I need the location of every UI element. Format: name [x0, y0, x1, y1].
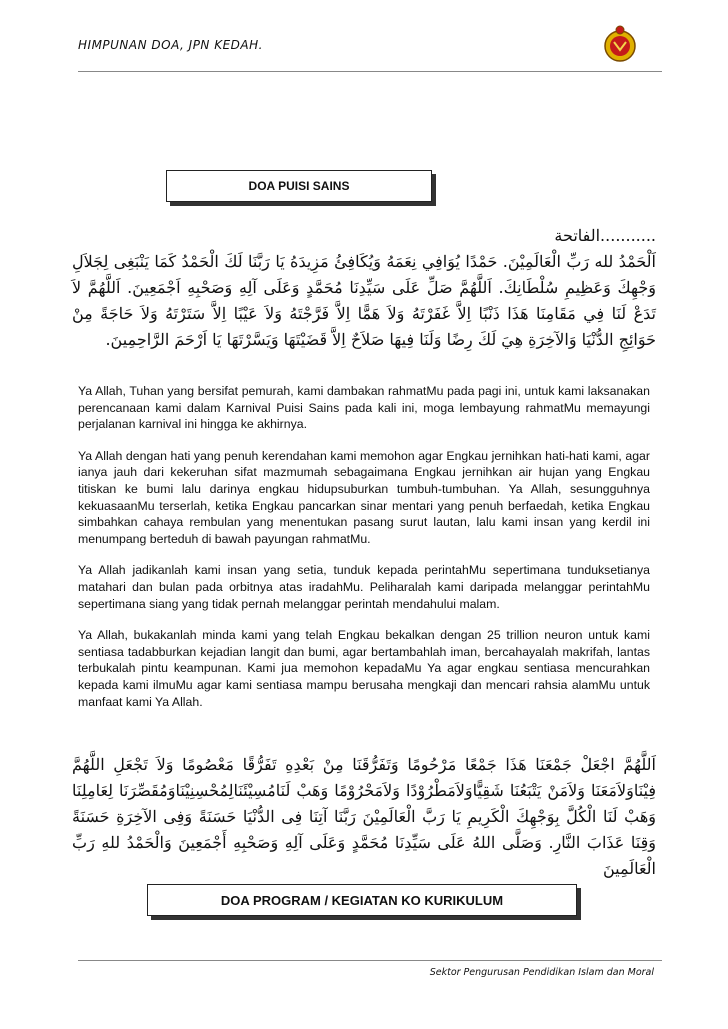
footer-text: Sektor Pengurusan Pendidikan Islam dan Moral [429, 967, 654, 978]
closing-arabic-prayer [72, 752, 656, 882]
malay-paragraph: Ya Allah, bukakanlah minda kami yang telah Engkau bekalkan dengan 25 trillion neuron untuk kami sentiasa tadabburkan kejadian langit dan bumi, agar bertambahlah iman, bercahayalah makrifah, lantas terbukalah pintu keampunan. Kami jua memohon kepadaMu Ya agar engkau sentiasa mencurahkan kepada kami ilmuMu agar kami sentiasa mampu berusaha mengkaji dan mencari rahsia alamMu untuk manfaat kami Ya Allah. [78, 628, 650, 709]
header-title: HIMPUNAN DOA, JPN KEDAH. [78, 38, 263, 52]
opening-arabic-prayer [72, 223, 656, 353]
footer-divider [78, 960, 662, 961]
arabic-paragraph-closing: اَللَّهُمَّ اجْعَلْ جَمْعَنَا هَذَا جَمْعًا مَرْحُومًا وَتَفَرُّقَنَا مِنْ بَعْدِهِ تَفَرُّقًا مَعْصُومًا وَلاَ تَجْعَلِ اللَّهُمَّ فِيْنَاوَلاَمَعَنَا وَلاَمَنْ يَتْبَعُنَا شَقِيًّاوَلاَمَطْرُوْدًا وَلاَمَحْرُوْمًا وَهَبْ لَنَامُسِيْئَنَالِمُحْسِنِيْنَاوَمُقَصِّرَنَا لِعَامِلِنَا وَهَبْ لَنَا الْكُلَّ بِوَجْهِكَ الْكَرِيمِ يَا رَبَّ الْعَالَمِيْنَ رَبَّنَا آتِنَا فِى الدُّنْيَا حَسَنَةً وَفِى الآخِرَةِ حَسَنَةً وَقِنَا عَذَابَ النَّارِ. وَصَلَّى اللهُ عَلَى سَيِّدِنَا مُحَمَّدٍ وَعَلَى آلِهِ وَصَحْبِهِ أَجْمَعِينَ وَالْحَمْدُ للهِ رَبِّ الْعَالَمِينَ [72, 755, 656, 878]
malay-paragraph: Ya Allah, Tuhan yang bersifat pemurah, kami dambakan rahmatMu pada pagi ini, untuk kami laksanakan perencanaan kami dalam Karnival Puisi Sains pada kali ini, moga lembayung rahmatMu memayungi perjalanan karnival ini hingga ke akhirnya. [78, 384, 650, 432]
state-crest-logo [600, 24, 640, 64]
header-divider [78, 71, 662, 72]
malay-paragraph: Ya Allah dengan hati yang penuh kerendahan kami memohon agar Engkau jernihkan hati-hati kami, agar ianya jauh dari kekeruhan sifat mazmumah sebagaimana Engkau jernihkan air hujan yang Engkau titiskan ke bumi lalu darinya engkau hidupsuburkan tumbuh-tumbuhan. Ya Allah, sesungguhnya kekuasaanMu terserlah, ketika Engkau pancarkan sinar mentari yang penuh berfaedah, ketika Engkau simbahkan cahaya rembulan yang menentukan pasang surut lautan, lalu kami insan yang kerdil ini menumpang berteduh di bawah payungan rahmatMu. [78, 448, 650, 546]
arabic-line-fatihah: ...........الفاتحة [554, 226, 656, 245]
arabic-paragraph-praise: اَلْحَمْدُ لله رَبِّ الْعَالَمِيْنَ. حَمْدًا يُوَافِي نِعَمَهُ وَيُكَافِئُ مَزِيدَهُ يَا رَبَّنَا لَكَ الْحَمْدُ كَمَا يَنْبَغِى لِجَلاَلِ وَجْهِكَ وَعَظِيمِ سُلْطَانِكَ. اَللَّهُمَّ صَلِّ عَلَى سَيِّدِنَا مُحَمَّدٍ وَعَلَى آلِهِ وَصَحْبِهِ اَجْمَعِينَ. اَللَّهُمَّ لاَ تَدَعْ لَنَا فِي مَقَامِنَا هَذَا ذَنْبًا اِلاَّ غَفَرْتَهُ وَلاَ هَمًّا اِلاَّ فَرَّجْتَهُ وَلاَ عَيْبًا اِلاَّ سَتَرْتَهُ وَلاَ حَاجَةً مِنْ حَوَائِجِ الدُّنْيَا وَالآخِرَةِ هِيَ لَكَ رِضًا وَلَنَا فِيهَا صَلاَحٌ اِلاَّ قَضَيْتَهَا وَيَسَّرْتَهَا يَا اَرْحَمَ الرَّاحِمِينَ. [72, 252, 656, 349]
section-title-doa-puisi-sains: DOA PUISI SAINS [166, 170, 432, 202]
section-title-doa-program: DOA PROGRAM / KEGIATAN KO KURIKULUM [147, 884, 577, 916]
malay-prayer-text [78, 383, 650, 725]
malay-paragraph: Ya Allah jadikanlah kami insan yang setia, tunduk kepada perintahMu sepertimana tunduksetianya matahari dan bulan pada orbitnya atas iradahMu. Peliharalah kami daripada melanggar perintahMu sepertimana siang yang tidak pernah melanggar perintah mendahului malam. [78, 563, 650, 611]
